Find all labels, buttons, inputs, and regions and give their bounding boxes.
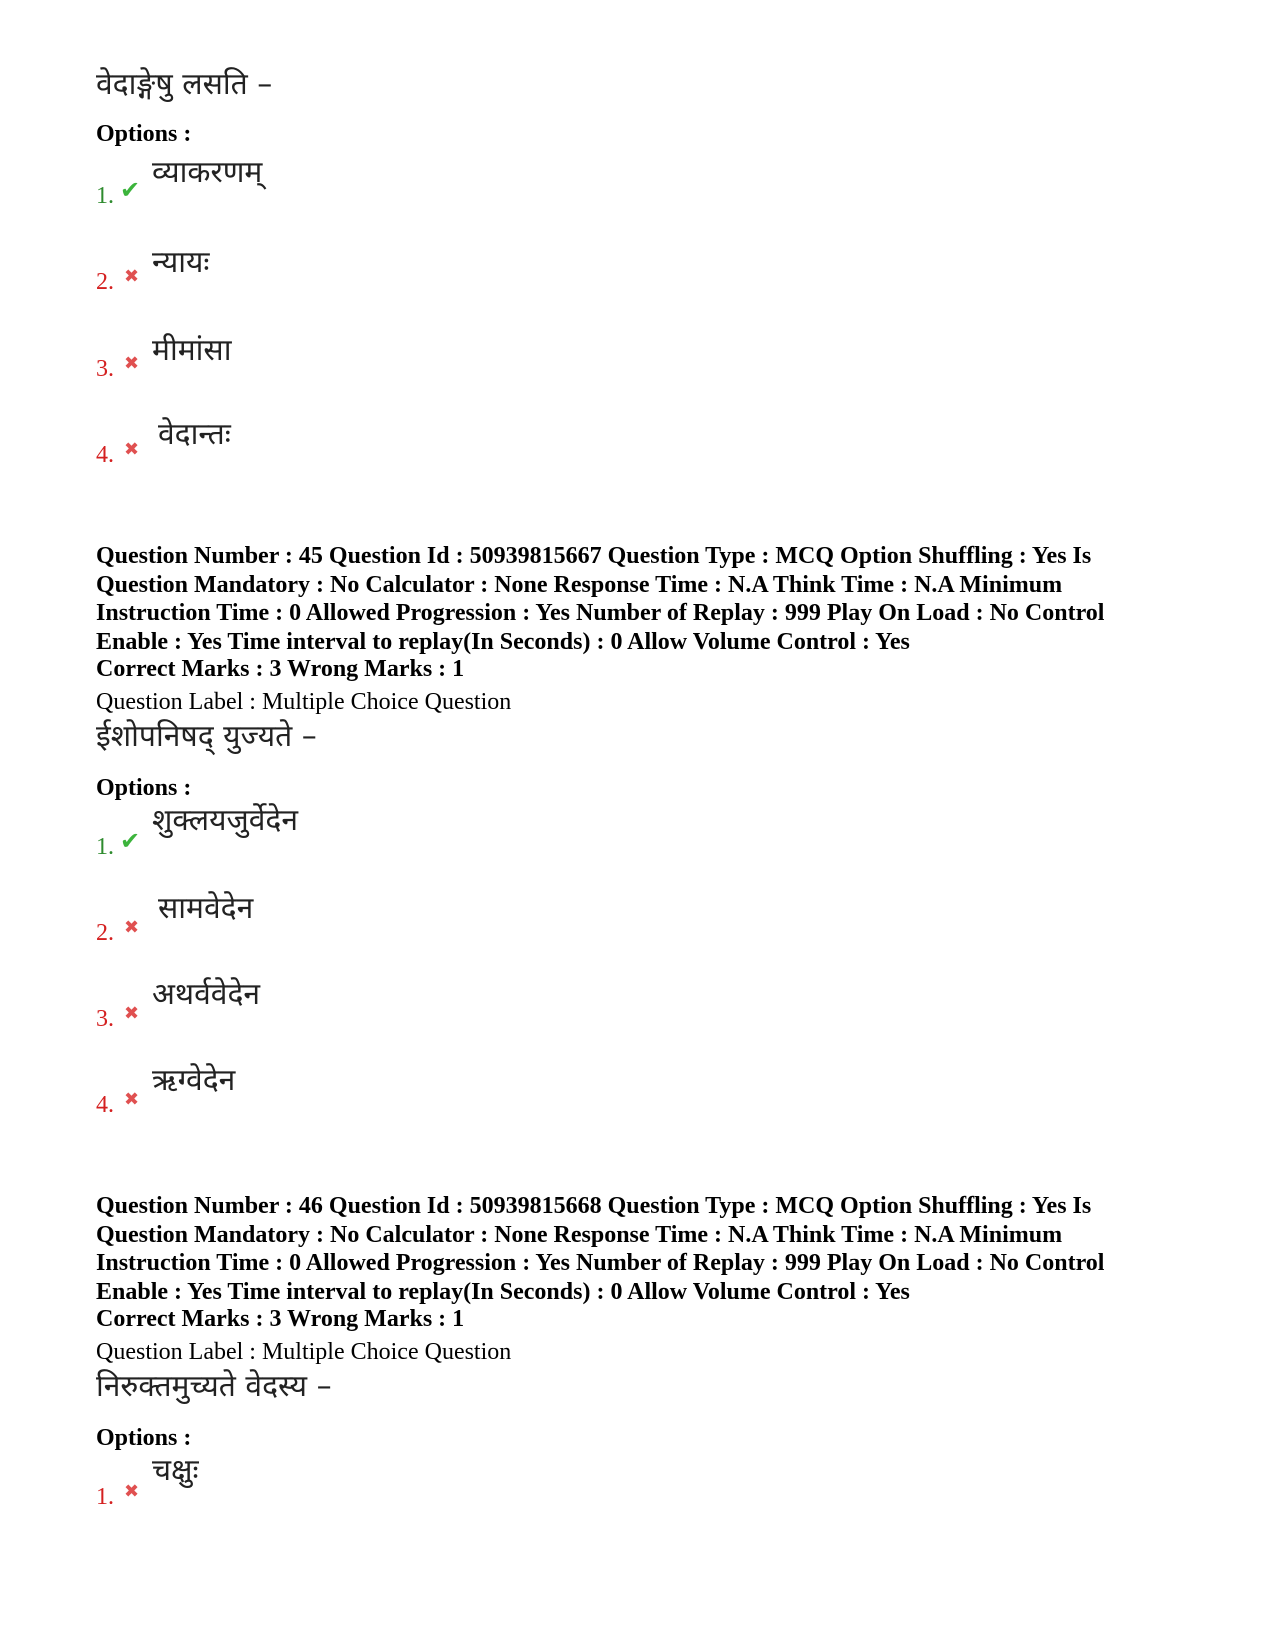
question-label: Question Label : Multiple Choice Question bbox=[96, 1339, 512, 1365]
option-number: 2. bbox=[96, 920, 114, 946]
option-text: अथर्ववेदेन bbox=[152, 977, 261, 1012]
option-number: 3. bbox=[96, 1006, 114, 1032]
cross-icon: ✖ bbox=[124, 1003, 140, 1024]
question-text: निरुक्तमुच्यते वेदस्य – bbox=[96, 1369, 332, 1404]
option-number: 1. bbox=[96, 834, 114, 860]
option-text: मीमांसा bbox=[152, 333, 232, 368]
marks-info: Correct Marks : 3 Wrong Marks : 1 bbox=[96, 1306, 465, 1332]
cross-icon: ✖ bbox=[124, 439, 140, 460]
question-text: ईशोपनिषद् युज्यते – bbox=[96, 719, 317, 754]
marks-info: Correct Marks : 3 Wrong Marks : 1 bbox=[96, 656, 465, 682]
option-text: वेदान्तः bbox=[158, 417, 231, 452]
option-number: 2. bbox=[96, 269, 114, 295]
option-text: सामवेदेन bbox=[158, 891, 254, 926]
question-text: वेदाङ्गेषु लसति – bbox=[96, 67, 273, 102]
question-meta: Question Number : 45 Question Id : 50939815667 Question Type : MCQ Option Shuffling : Yes Is Question Mandatory : No Calculator : None Response Time : N.A Think Time : N.A Minimum Instruction Time : 0 Allowed Progression : Yes Number of Replay : 999 Play On Load : No Control Enable : Yes Time interval to replay(In Seconds) : 0 Allow Volume Control : Yes bbox=[96, 543, 1105, 655]
question-meta: Question Number : 46 Question Id : 50939815668 Question Type : MCQ Option Shuffling : Yes Is Question Mandatory : No Calculator : None Response Time : N.A Think Time : N.A Minimum Instruction Time : 0 Allowed Progression : Yes Number of Replay : 999 Play On Load : No Control Enable : Yes Time interval to replay(In Seconds) : 0 Allow Volume Control : Yes bbox=[96, 1193, 1105, 1305]
options-heading: Options : bbox=[96, 775, 192, 801]
cross-icon: ✖ bbox=[124, 917, 140, 938]
checkmark-icon: ✔ bbox=[120, 827, 141, 855]
option-text: शुक्लयजुर्वेदेन bbox=[152, 803, 299, 838]
options-heading: Options : bbox=[96, 1425, 192, 1451]
checkmark-icon: ✔ bbox=[120, 176, 141, 204]
option-number: 3. bbox=[96, 356, 114, 382]
option-text: ऋग्वेदेन bbox=[152, 1063, 236, 1098]
cross-icon: ✖ bbox=[124, 1481, 140, 1502]
option-number: 4. bbox=[96, 442, 114, 468]
cross-icon: ✖ bbox=[124, 1089, 140, 1110]
cross-icon: ✖ bbox=[124, 266, 140, 287]
option-text: व्याकरणम् bbox=[152, 155, 263, 190]
options-heading: Options : bbox=[96, 121, 192, 147]
option-text: चक्षुः bbox=[152, 1453, 199, 1488]
question-label: Question Label : Multiple Choice Question bbox=[96, 689, 512, 715]
option-text: न्यायः bbox=[152, 245, 210, 280]
option-number: 1. bbox=[96, 183, 114, 209]
option-number: 4. bbox=[96, 1092, 114, 1118]
option-number: 1. bbox=[96, 1484, 114, 1510]
cross-icon: ✖ bbox=[124, 353, 140, 374]
